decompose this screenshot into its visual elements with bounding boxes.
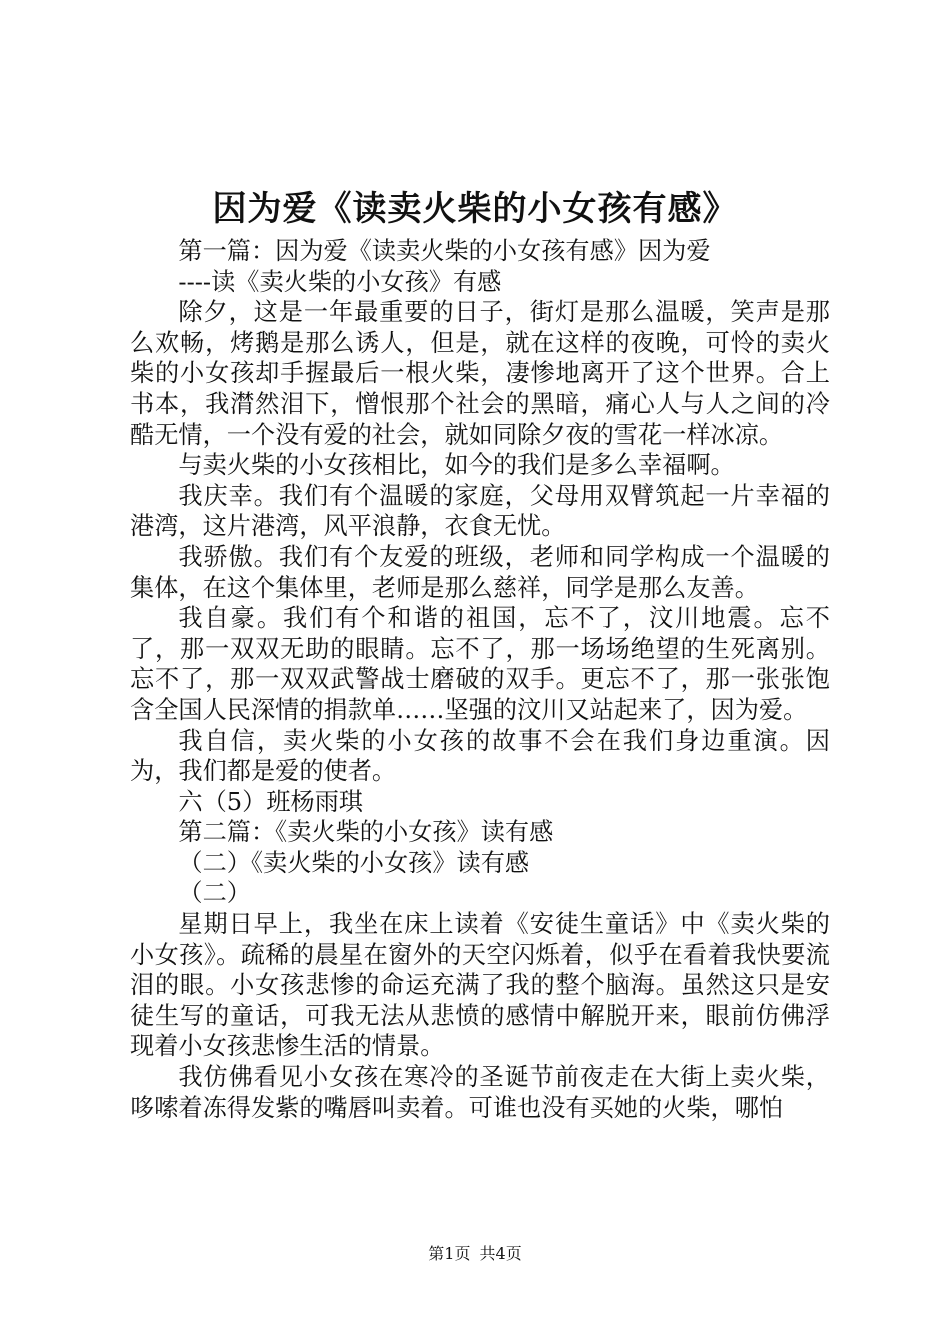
paragraph: 除夕，这是一年最重要的日子，街灯是那么温暖，笑声是那么欢畅，烤鹅是那么诱人，但是，就在这样的夜晚，可怜的卖火柴的小女孩却手握最后一根火柴，凄惨地离开了这个世界。合上书本，我潸然泪下，憎恨那个社会的黑暗，痛心人与人之间的冷酷无情，一个没有爱的社会，就如同除夕夜的雪花一样冰凉。 <box>130 298 830 449</box>
paragraph: （二） <box>178 879 251 908</box>
paragraph: 我仿佛看见小女孩在寒冷的圣诞节前夜走在大街上卖火柴，哆嗦着冻得发紫的嘴唇叫卖着。可谁也没有买她的火柴，哪怕 <box>130 1063 830 1122</box>
document-body <box>130 236 830 1123</box>
paragraph: 我骄傲。我们有个友爱的班级，老师和同学构成一个温暖的集体，在这个集体里，老师是那么慈祥，同学是那么友善。 <box>130 542 830 602</box>
paragraph: 与卖火柴的小女孩相比，如今的我们是多么幸福啊。 <box>178 451 735 480</box>
page-total: 共4页 <box>479 1244 522 1263</box>
paragraph: 星期日早上，我坐在床上读着《安徒生童话》中《卖火柴的小女孩》。疏稀的晨星在窗外的天空闪烁着，似乎在看着我快要流泪的眼。小女孩悲惨的命运充满了我的整个脑海。虽然这只是安徒生写的童话，可我无法从悲愤的感情中解脱开来，眼前仿佛浮现着小女孩悲惨生活的情景。 <box>130 910 830 1061</box>
paragraph: 六（5）班杨雨琪 <box>178 787 364 816</box>
paragraph: 第二篇：《卖火柴的小女孩》读有感 <box>178 818 554 847</box>
paragraph: 第一篇：因为爱《读卖火柴的小女孩有感》因为爱 <box>178 237 711 265</box>
paragraph: 我自信，卖火柴的小女孩的故事不会在我们身边重演。因为，我们都是爱的使者。 <box>130 726 830 786</box>
document-title: 因为爱《读卖火柴的小女孩有感》 <box>212 189 738 229</box>
page-number: 第1页 <box>428 1244 471 1263</box>
paragraph: ----读《卖火柴的小女孩》有感 <box>178 267 502 296</box>
paragraph: 我自豪。我们有个和谐的祖国，忘不了，汶川地震。忘不了，那一双双无助的眼睛。忘不了，那一场场绝望的生死离别。忘不了，那一双双武警战士磨破的双手。更忘不了，那一张张饱含全国人民深情的捐款单……坚强的汶川又站起来了，因为爱。 <box>130 604 830 724</box>
paragraph: 我庆幸。我们有个温暖的家庭，父母用双臂筑起一片幸福的港湾，这片港湾，风平浪静，衣食无忧。 <box>130 481 830 541</box>
paragraph: （二）《卖火柴的小女孩》读有感 <box>178 848 530 877</box>
page-footer <box>0 1243 950 1265</box>
